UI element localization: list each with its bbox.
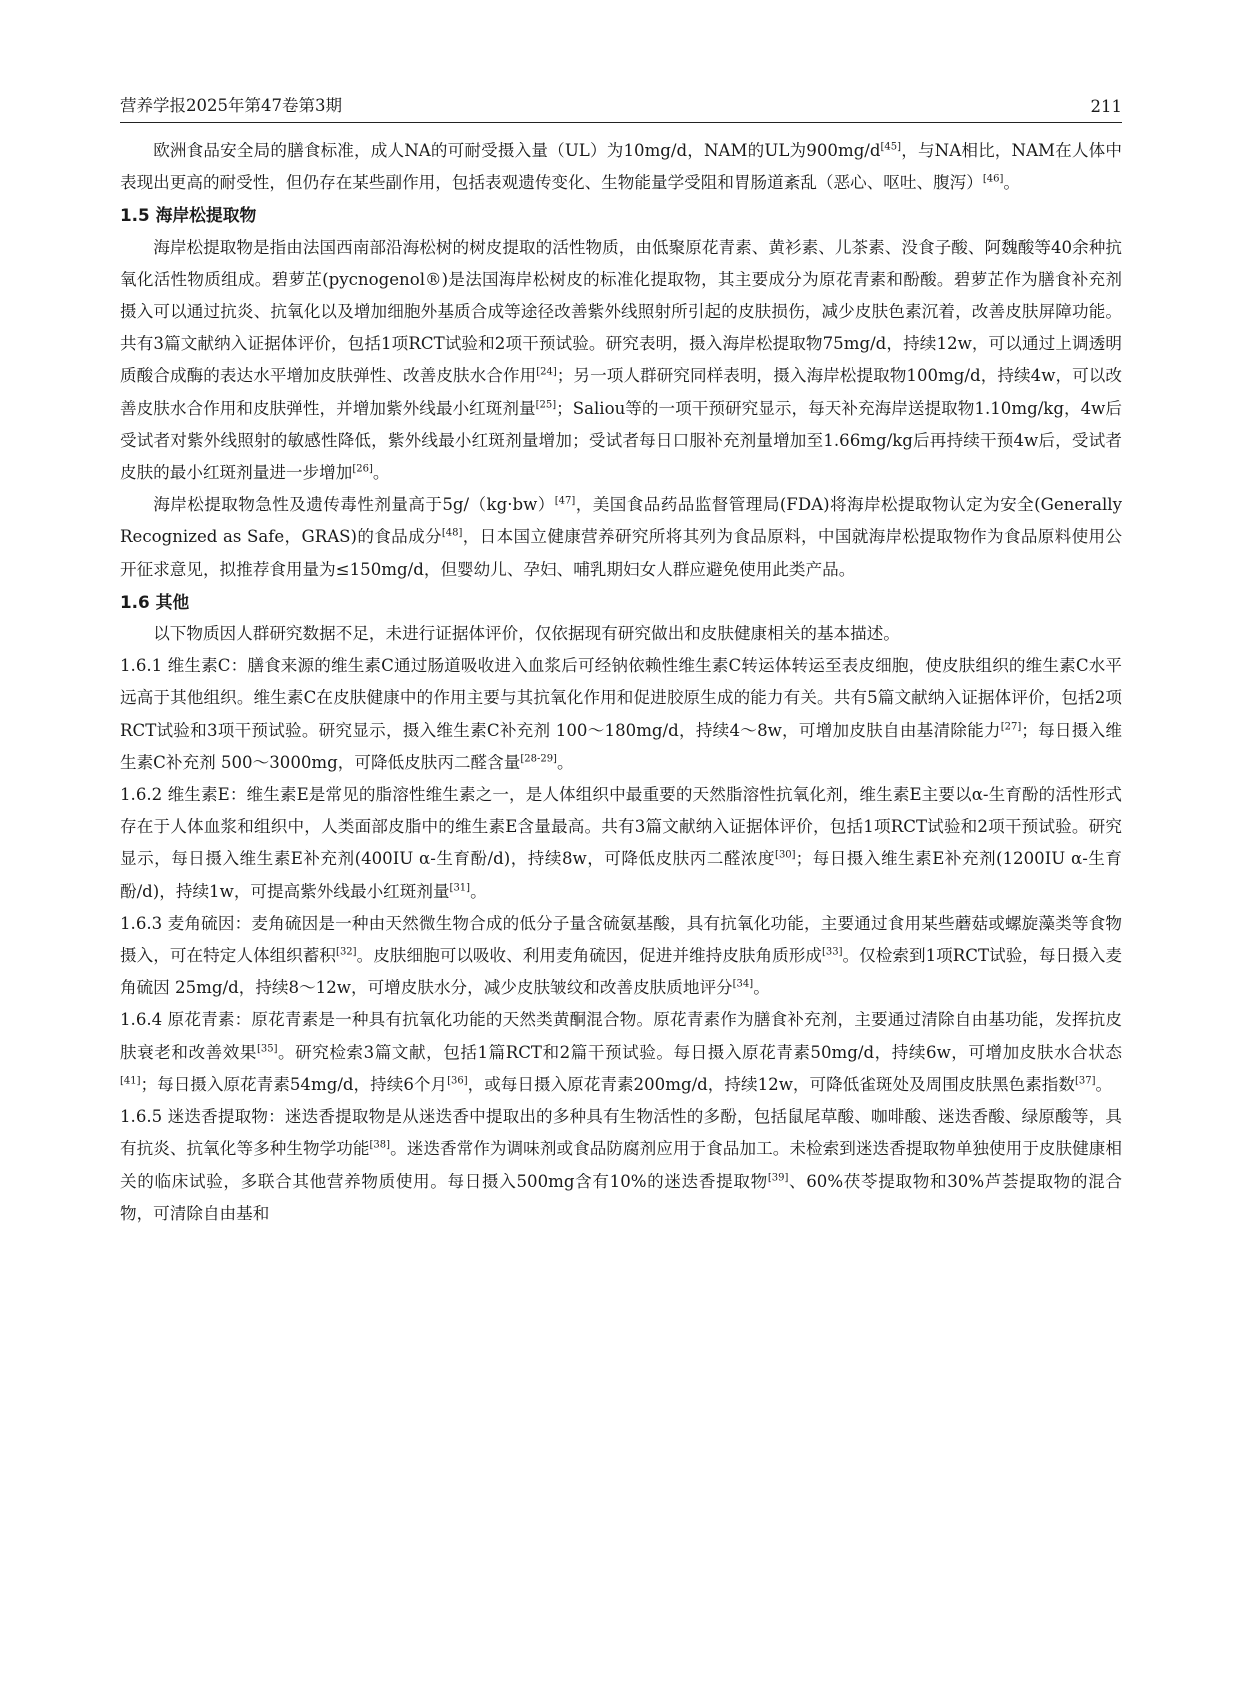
text-run: 迷迭香提取物是从迷迭香中提取出的多种具有生物活性的多酚，包括鼠尾草酸、咖啡酸、迷迭香酸、绿原酸等，具有抗炎、抗氧化等多种生物学功能 <box>120 1107 1123 1159</box>
citation: [34] <box>732 978 754 990</box>
text-run: 、60%茯苓提取物和30%芦荟提取物的混合物，可清除自由基和 <box>120 1171 1122 1223</box>
text-run: 麦角硫因是一种由天然微生物合成的低分子量含硫氨基酸，具有抗氧化功能，主要通过食用某些蘑菇或螺旋藻类等食物摄入，可在特定人体组织蓄积 <box>120 913 1123 966</box>
text-run: 。 <box>372 463 390 483</box>
text-run: 原花青素是一种具有抗氧化功能的天然类黄酮混合物。原花青素作为膳食补充剂，主要通过清除自由基功能，发挥抗皮肤衰老和改善效果 <box>120 1010 1123 1062</box>
journal-title: 营养学报2025年第47卷第3期 <box>120 96 342 115</box>
text-run: 。 <box>556 752 574 772</box>
subsection-label: 1.6.4 原花青素： <box>120 1010 252 1030</box>
citation: [37] <box>1075 1075 1096 1087</box>
citation: [26] <box>352 463 373 475</box>
citation: [45] <box>880 141 902 153</box>
running-header <box>120 92 1122 123</box>
text-run: ；每日摄入维生素E补充剂(1200IU α-生育酚/d)，持续1w，可提高紫外线最小红斑剂量 <box>120 849 1122 901</box>
citation: [35] <box>257 1043 278 1055</box>
text-run: 膳食来源的维生素C通过肠道吸收进入血浆后可经钠依赖性维生素C转运体转运至表皮细胞，使皮肤组织的维生素C水平远高于其他组织。维生素C在皮肤健康中的作用主要与其抗氧化作用和促进胶原生成的能力有关。共有5篇文献纳入证据体评价，包括2项RCT试验和3项干预试验。研究显示，摄入维生素C补充剂 100～180mg/d，持续4～8w，可增加皮肤自由基清除能力 <box>120 656 1122 740</box>
subsection-label: 1.6.1 维生素C： <box>120 656 248 676</box>
citation: [31] <box>449 882 471 894</box>
text-run: ，与NA相比，NAM在人体中表现出更高的耐受性，但仍存在某些副作用，包括表观遗传变化、生物能量学受阻和胃肠道紊乱（恶心、呕吐、腹泻） <box>120 141 1122 193</box>
text-run: ；另一项人群研究同样表明，摄入海岸松提取物100mg/d，持续4w，可以改善皮肤水合作用和皮肤弹性，并增加紫外线最小红斑剂量 <box>120 366 1122 418</box>
text-run: 。仅检索到1项RCT试验，每日摄入麦角硫因 25mg/d，持续8～12w，可增皮肤水分，减少皮肤皱纹和改善皮肤质地评分 <box>120 946 1122 998</box>
paragraph-others-intro: 以下物质因人群研究数据不足，未进行证据体评价，仅依据现有研究做出和皮肤健康相关的基本描述。 <box>153 624 900 644</box>
article-body <box>120 135 1122 1230</box>
citation: [28-29] <box>520 753 557 765</box>
citation: [46] <box>982 173 1004 185</box>
citation: [25] <box>535 399 557 411</box>
text-run: ；每日摄入维生素C补充剂 500～3000mg，可降低皮肤丙二醛含量 <box>120 720 1122 772</box>
citation: [27] <box>1000 721 1022 733</box>
text-run: 。 <box>1003 173 1020 193</box>
subsection-vitamin-e <box>120 779 1122 908</box>
text-run: 。研究检索3篇文献，包括1篇RCT和2篇干预试验。每日摄入原花青素50mg/d，持续6w，可增加皮肤水合状态 <box>277 1042 1123 1062</box>
text-run: 欧洲食品安全局的膳食标准，成人NA的可耐受摄入量（UL）为10mg/d，NAM的UL为900mg/d <box>153 141 881 160</box>
paragraph-pine-bark-extract <box>120 232 1122 490</box>
subsection-proanthocyanidins <box>120 1004 1122 1101</box>
text-run: 海岸松提取物急性及遗传毒性剂量高于5g/（kg·bw） <box>153 495 555 515</box>
text-run: 海岸松提取物是指由法国西南部沿海松树的树皮提取的活性物质，由低聚原花青素、黄衫素、儿茶素、没食子酸、阿魏酸等40余种抗氧化活性物质组成。碧萝芷(pycnogenol®)是法国海岸松树皮的标准化提取物，其主要成分为原花青素和酚酸。碧萝芷作为膳食补充剂摄入可以通过抗炎、抗氧化以及增加细胞外基质合成等途径改善紫外线照射所引起的皮肤损伤，减少皮肤色素沉着，改善皮肤屏障功能。共有3篇文献纳入证据体评价，包括1项RCT试验和2项干预试验。研究表明，摄入海岸松提取物75mg/d，持续12w，可以通过上调透明质酸合成酶的表达水平增加皮肤弹性、改善皮肤水合作用 <box>120 237 1122 386</box>
citation: [30] <box>775 849 796 861</box>
citation: [24] <box>536 366 557 378</box>
citation: [38] <box>369 1139 391 1151</box>
citation: [33] <box>821 946 843 958</box>
paragraph-pine-bark-safety <box>120 489 1122 586</box>
subsection-label: 1.6.5 迷迭香提取物： <box>120 1107 285 1127</box>
citation: [47] <box>554 495 576 507</box>
citation: [32] <box>336 946 357 958</box>
section-heading-1-5: 1.5 海岸松提取物 <box>120 205 257 226</box>
subsection-rosemary-extract <box>120 1101 1122 1230</box>
text-run: 。皮肤细胞可以吸收、利用麦角硫因，促进并维持皮肤角质形成 <box>356 946 822 966</box>
page <box>120 92 1122 1230</box>
text-run: 。 <box>1095 1074 1113 1094</box>
text-run: ，美国食品药品监督管理局(FDA)将海岸松提取物认定为安全(Generally Recognized as Safe，GRAS)的食品成分 <box>120 495 1122 547</box>
text-run: 。 <box>470 881 487 901</box>
citation: [48] <box>441 527 463 539</box>
subsection-ergothioneine <box>120 908 1122 1005</box>
paragraph-na-tolerance <box>120 135 1122 199</box>
citation: [41] <box>120 1075 141 1087</box>
subsection-label: 1.6.3 麦角硫因： <box>120 913 252 933</box>
text-run: 。迷迭香常作为调味剂或食品防腐剂应用于食品加工。未检索到迷迭香提取物单独使用于皮肤健康相关的临床试验，多联合其他营养物质使用。每日摄入500mg含有10%的迷迭香提取物 <box>120 1139 1123 1191</box>
text-run: ，日本国立健康营养研究所将其列为食品原料，中国就海岸松提取物作为食品原料使用公开征求意见，拟推荐食用量为≤150mg/d，但婴幼儿、孕妇、哺乳期妇女人群应避免使用此类产品。 <box>120 527 1123 579</box>
subsection-vitamin-c <box>120 650 1122 779</box>
subsection-label: 1.6.2 维生素E： <box>120 785 247 805</box>
text-run: ；每日摄入原花青素54mg/d，持续6个月 <box>140 1074 448 1094</box>
text-run: ；Saliou等的一项干预研究显示，每天补充海岸送提取物1.10mg/kg，4w后受试者对紫外线照射的敏感性降低，紫外线最小红斑剂量增加；受试者每日口服补充剂量增加至1.66mg/kg后再持续干预4w后，受试者皮肤的最小红斑剂量进一步增加 <box>120 398 1123 483</box>
text-run: ，或每日摄入原花青素200mg/d，持续12w，可降低雀斑处及周围皮肤黑色素指数 <box>467 1074 1075 1094</box>
text-run: 。 <box>753 978 770 998</box>
text-run: 维生素E是常见的脂溶性维生素之一，是人体组织中最重要的天然脂溶性抗氧化剂，维生素E主要以α-生育酚的活性形式存在于人体血浆和组织中，人类面部皮脂中的维生素E含量最高。共有3篇文献纳入证据体评价，包括1项RCT试验和2项干预试验。研究显示，每日摄入维生素E补充剂(400IU α-生育酚/d)，持续8w，可降低皮肤丙二醛浓度 <box>120 785 1122 869</box>
citation: [39] <box>767 1171 789 1183</box>
citation: [36] <box>447 1075 468 1087</box>
page-number: 211 <box>1090 97 1122 116</box>
section-heading-1-6: 1.6 其他 <box>120 591 190 612</box>
